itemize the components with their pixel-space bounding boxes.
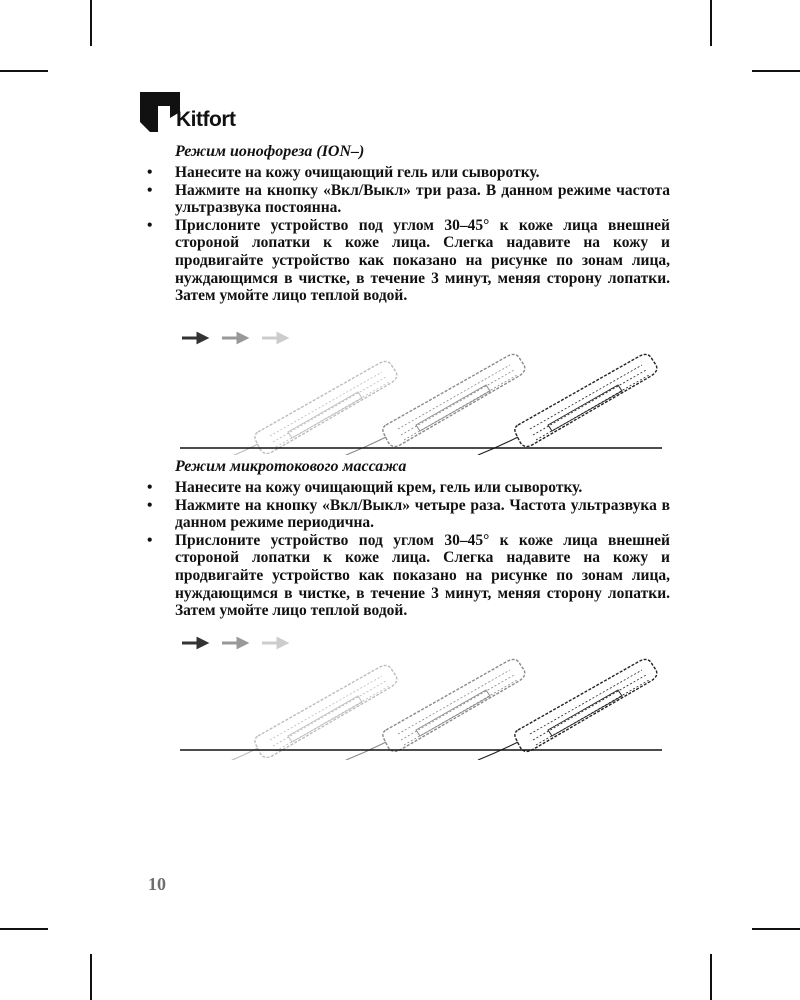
bullet-marker: • <box>147 181 153 199</box>
device-motion-drawing <box>180 325 665 455</box>
device-motion-illustration <box>180 325 665 455</box>
crop-mark-bottom-right <box>710 954 712 1000</box>
crop-mark-top-left <box>90 0 92 46</box>
bullet-marker: • <box>147 531 153 549</box>
crop-mark-top-right <box>710 0 712 46</box>
section-title-microcurrent: Режим микротокового массажа <box>175 458 407 475</box>
crop-mark-right-top <box>752 70 800 72</box>
bullet-text: Нажмите на кнопку «Вкл/Выкл» четыре раза. Частота ультразвука в данном режиме периодична. <box>175 496 670 532</box>
bullet-list-microcurrent <box>145 479 670 620</box>
crop-mark-left-bottom <box>0 928 48 930</box>
bullet-marker: • <box>147 216 153 234</box>
list-item <box>145 479 670 497</box>
device-motion-drawing <box>180 630 665 760</box>
crop-mark-left-top <box>0 70 48 72</box>
list-item <box>145 217 670 305</box>
motion-arrow-icon <box>182 639 206 647</box>
bullet-text: Нажмите на кнопку «Вкл/Выкл» три раза. В данном режиме частота ультразвука постоянна. <box>175 181 670 217</box>
brand-name: Kitfort <box>176 108 236 131</box>
bullet-text: Прислоните устройство под углом 30–45° к коже лица внешней стороной лопатки к коже лица. Слегка надавите на кожу и продвигайте устройство как показано на рисунке по зонам лица, нуждающимся в чистке, в течение 3 минут, меняя сторону лопатки. Затем умойте лицо теплой водой. <box>175 216 670 305</box>
bullet-text: Прислоните устройство под углом 30–45° к коже лица внешней стороной лопатки к коже лица. Слегка надавите на кожу и продвигайте устройство как показано на рисунке по зонам лица, нуждающимся в чистке, в течение 3 минут, меняя сторону лопатки. Затем умойте лицо теплой водой. <box>175 531 670 620</box>
bullet-marker: • <box>147 496 153 514</box>
bullet-marker: • <box>147 164 153 181</box>
bullet-text: Нанесите на кожу очищающий крем, гель или сыворотку. <box>175 479 583 496</box>
brand-logo-mark-icon <box>140 92 180 132</box>
page-number: 10 <box>148 874 166 894</box>
list-item <box>145 532 670 620</box>
motion-arrow-icon <box>262 334 286 342</box>
bullet-list-ionophoresis <box>145 164 670 305</box>
crop-mark-right-bottom <box>752 928 800 930</box>
list-item <box>145 164 670 182</box>
crop-mark-bottom-left <box>90 954 92 1000</box>
motion-arrow-icon <box>222 334 246 342</box>
motion-arrow-icon <box>222 639 246 647</box>
bullet-marker: • <box>147 479 153 496</box>
bullet-text: Нанесите на кожу очищающий гель или сыворотку. <box>175 164 540 181</box>
section-title-ionophoresis: Режим ионофореза (ION–) <box>175 143 365 160</box>
motion-arrow-icon <box>182 334 206 342</box>
motion-arrow-icon <box>262 639 286 647</box>
brand-logo <box>140 92 280 136</box>
device-motion-illustration <box>180 630 665 760</box>
list-item <box>145 497 670 532</box>
list-item <box>145 182 670 217</box>
